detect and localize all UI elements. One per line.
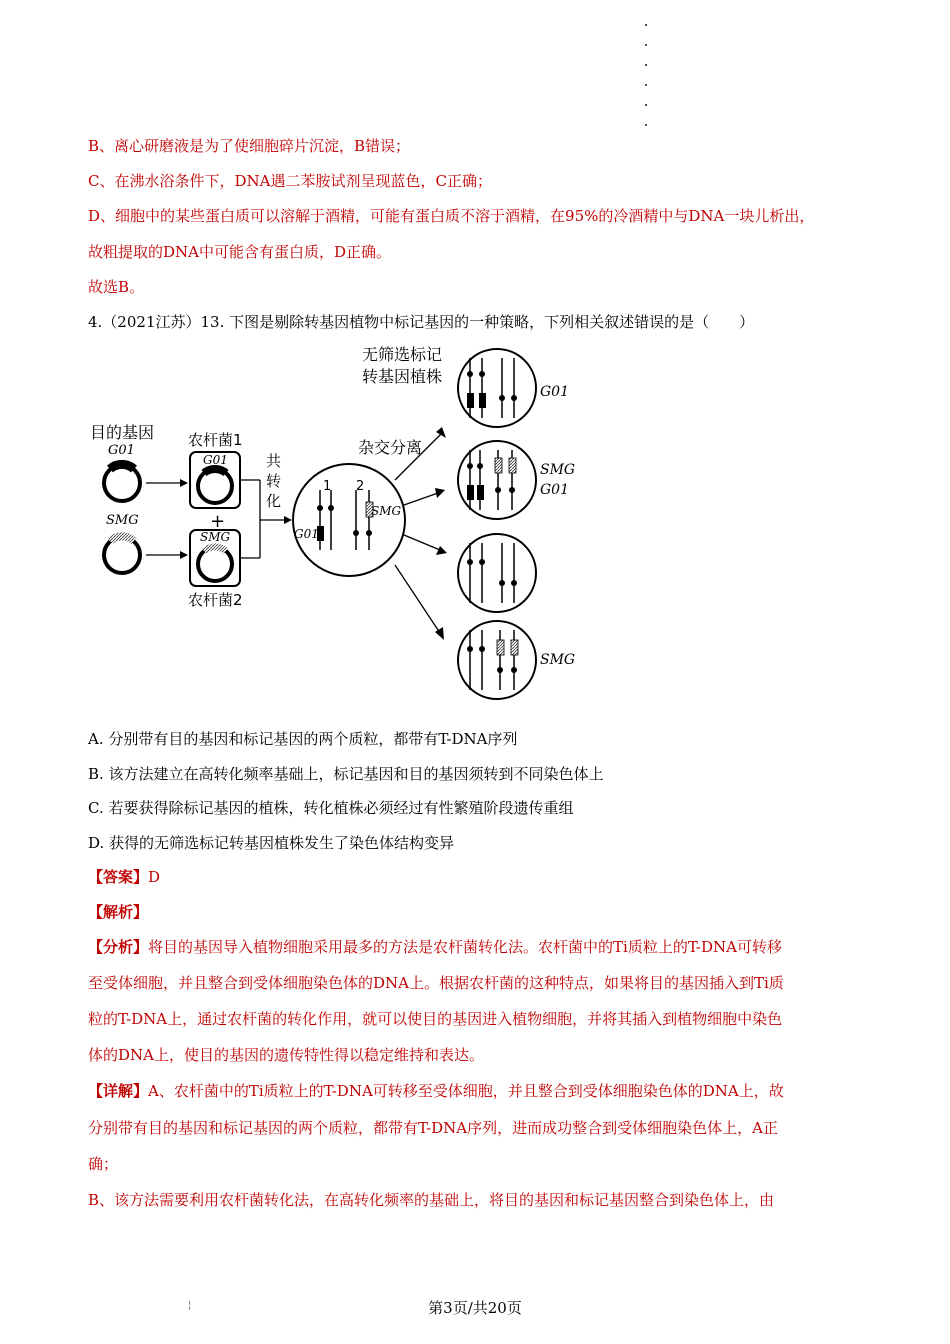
arrow-to-agro1	[146, 479, 188, 487]
cell-g01-label: G01	[294, 527, 319, 541]
margin-dots	[645, 24, 649, 144]
analysis-line1	[88, 937, 782, 957]
chromosome-2-label: 2	[356, 479, 365, 494]
answer-value: D	[148, 868, 161, 886]
agro2-smg-label: SMG	[200, 530, 231, 544]
analysis-line4: 体的DNA上，使目的基因的遗传特性得以稳定维持和表达。	[88, 1046, 484, 1064]
analysis-line3: 粒的T-DNA上，通过农杆菌的转化作用，就可以使目的基因进入植物细胞，并将其插入到植物细胞中染色	[88, 1010, 783, 1028]
transformed-cell	[293, 464, 405, 576]
detail-line2: 分别带有目的基因和标记基因的两个质粒，都带有T-DNA序列，进而成功整合到受体细胞染色体上，A正	[88, 1119, 778, 1137]
outcome-cell-smg-g01	[458, 441, 536, 519]
footer-mark: ¦	[188, 1300, 192, 1311]
prev-option-d-line2: 故粗提取的DNA中可能含有蛋白质，D正确。	[88, 243, 392, 261]
detail-line1	[88, 1081, 784, 1101]
smg-label: SMG	[106, 513, 139, 528]
agro2-label: 农杆菌2	[188, 591, 243, 609]
cotrans-char-2: 转	[266, 472, 282, 490]
analysis-tag: 【分析】	[88, 938, 149, 956]
outcome-cell-g01	[458, 349, 536, 427]
marker-free-label-1: 无筛选标记	[362, 345, 443, 364]
outcome2-g01-label: G01	[540, 482, 569, 498]
g01-label: G01	[108, 443, 135, 458]
plus-sign: +	[210, 511, 226, 532]
question-stem: 4.（2021江苏）13. 下图是剔除转基因植物中标记基因的一种策略，下列相关叙述错误的是（ ）	[88, 313, 755, 331]
outcome-cell-smg	[458, 621, 536, 699]
answer-tag: 【答案】	[88, 868, 149, 886]
target-gene-label: 目的基因	[90, 423, 155, 442]
marker-free-label-2: 转基因植株	[362, 367, 443, 386]
outcome1-g01-label: G01	[540, 384, 569, 400]
option-b: B. 该方法建立在高转化频率基础上，标记基因和目的基因须转到不同染色体上	[88, 765, 604, 783]
outcome-cell-empty	[458, 534, 536, 612]
cell-smg-label: SMG	[371, 504, 402, 518]
cotrans-char-3: 化	[266, 492, 282, 510]
outcome4-smg-label: SMG	[540, 652, 576, 668]
smg-plasmid	[104, 536, 140, 573]
option-a: A. 分别带有目的基因和标记基因的两个质粒，都带有T-DNA序列	[88, 730, 518, 748]
detail-line3: 确；	[88, 1155, 119, 1173]
agro1-g01-label: G01	[203, 453, 228, 467]
prev-option-d-line1: D、细胞中的某些蛋白质可以溶解于酒精，可能有蛋白质不溶于酒精，在95%的冷酒精中与DNA一块儿析出，	[88, 207, 815, 225]
arrow-to-agro2	[146, 551, 188, 559]
outcome2-smg-label: SMG	[540, 462, 576, 478]
prev-choose: 故选B。	[88, 278, 145, 296]
detail-text1: A、农杆菌中的Ti质粒上的T-DNA可转移至受体细胞，并且整合到受体细胞染色体的DNA上，故	[148, 1082, 784, 1100]
detail-tag: 【详解】	[88, 1082, 149, 1100]
prev-option-b: B、离心研磨液是为了使细胞碎片沉淀，B错误；	[88, 137, 411, 155]
page-number: 第3页/共20页	[428, 1299, 522, 1317]
prev-option-c: C、在沸水浴条件下，DNA遇二苯胺试剂呈现蓝色，C正确；	[88, 172, 492, 190]
option-d: D. 获得的无筛选标记转基因植株发生了染色体结构变异	[88, 834, 455, 852]
answer-line	[88, 867, 160, 887]
cross-segregation-label: 杂交分离	[358, 438, 423, 457]
chromosome-1-label: 1	[323, 479, 332, 494]
analysis-line2: 至受体细胞，并且整合到受体细胞染色体的DNA上。根据农杆菌的这种特点，如果将目的基因插入到Ti质	[88, 974, 784, 992]
g01-plasmid	[104, 464, 140, 501]
option-c: C. 若要获得除标记基因的植株，转化植株必须经过有性繁殖阶段遗传重组	[88, 799, 574, 817]
agro1-label: 农杆菌1	[188, 431, 243, 449]
strategy-figure	[80, 340, 600, 710]
analysis-text1: 将目的基因导入植物细胞采用最多的方法是农杆菌转化法。农杆菌中的Ti质粒上的T-DNA可转移	[148, 938, 782, 956]
cotrans-char-1: 共	[266, 452, 282, 470]
analysis-heading: 【解析】	[88, 903, 149, 921]
detail-line4: B、该方法需要利用农杆菌转化法，在高转化频率的基础上，将目的基因和标记基因整合到染色体上，由	[88, 1191, 775, 1209]
